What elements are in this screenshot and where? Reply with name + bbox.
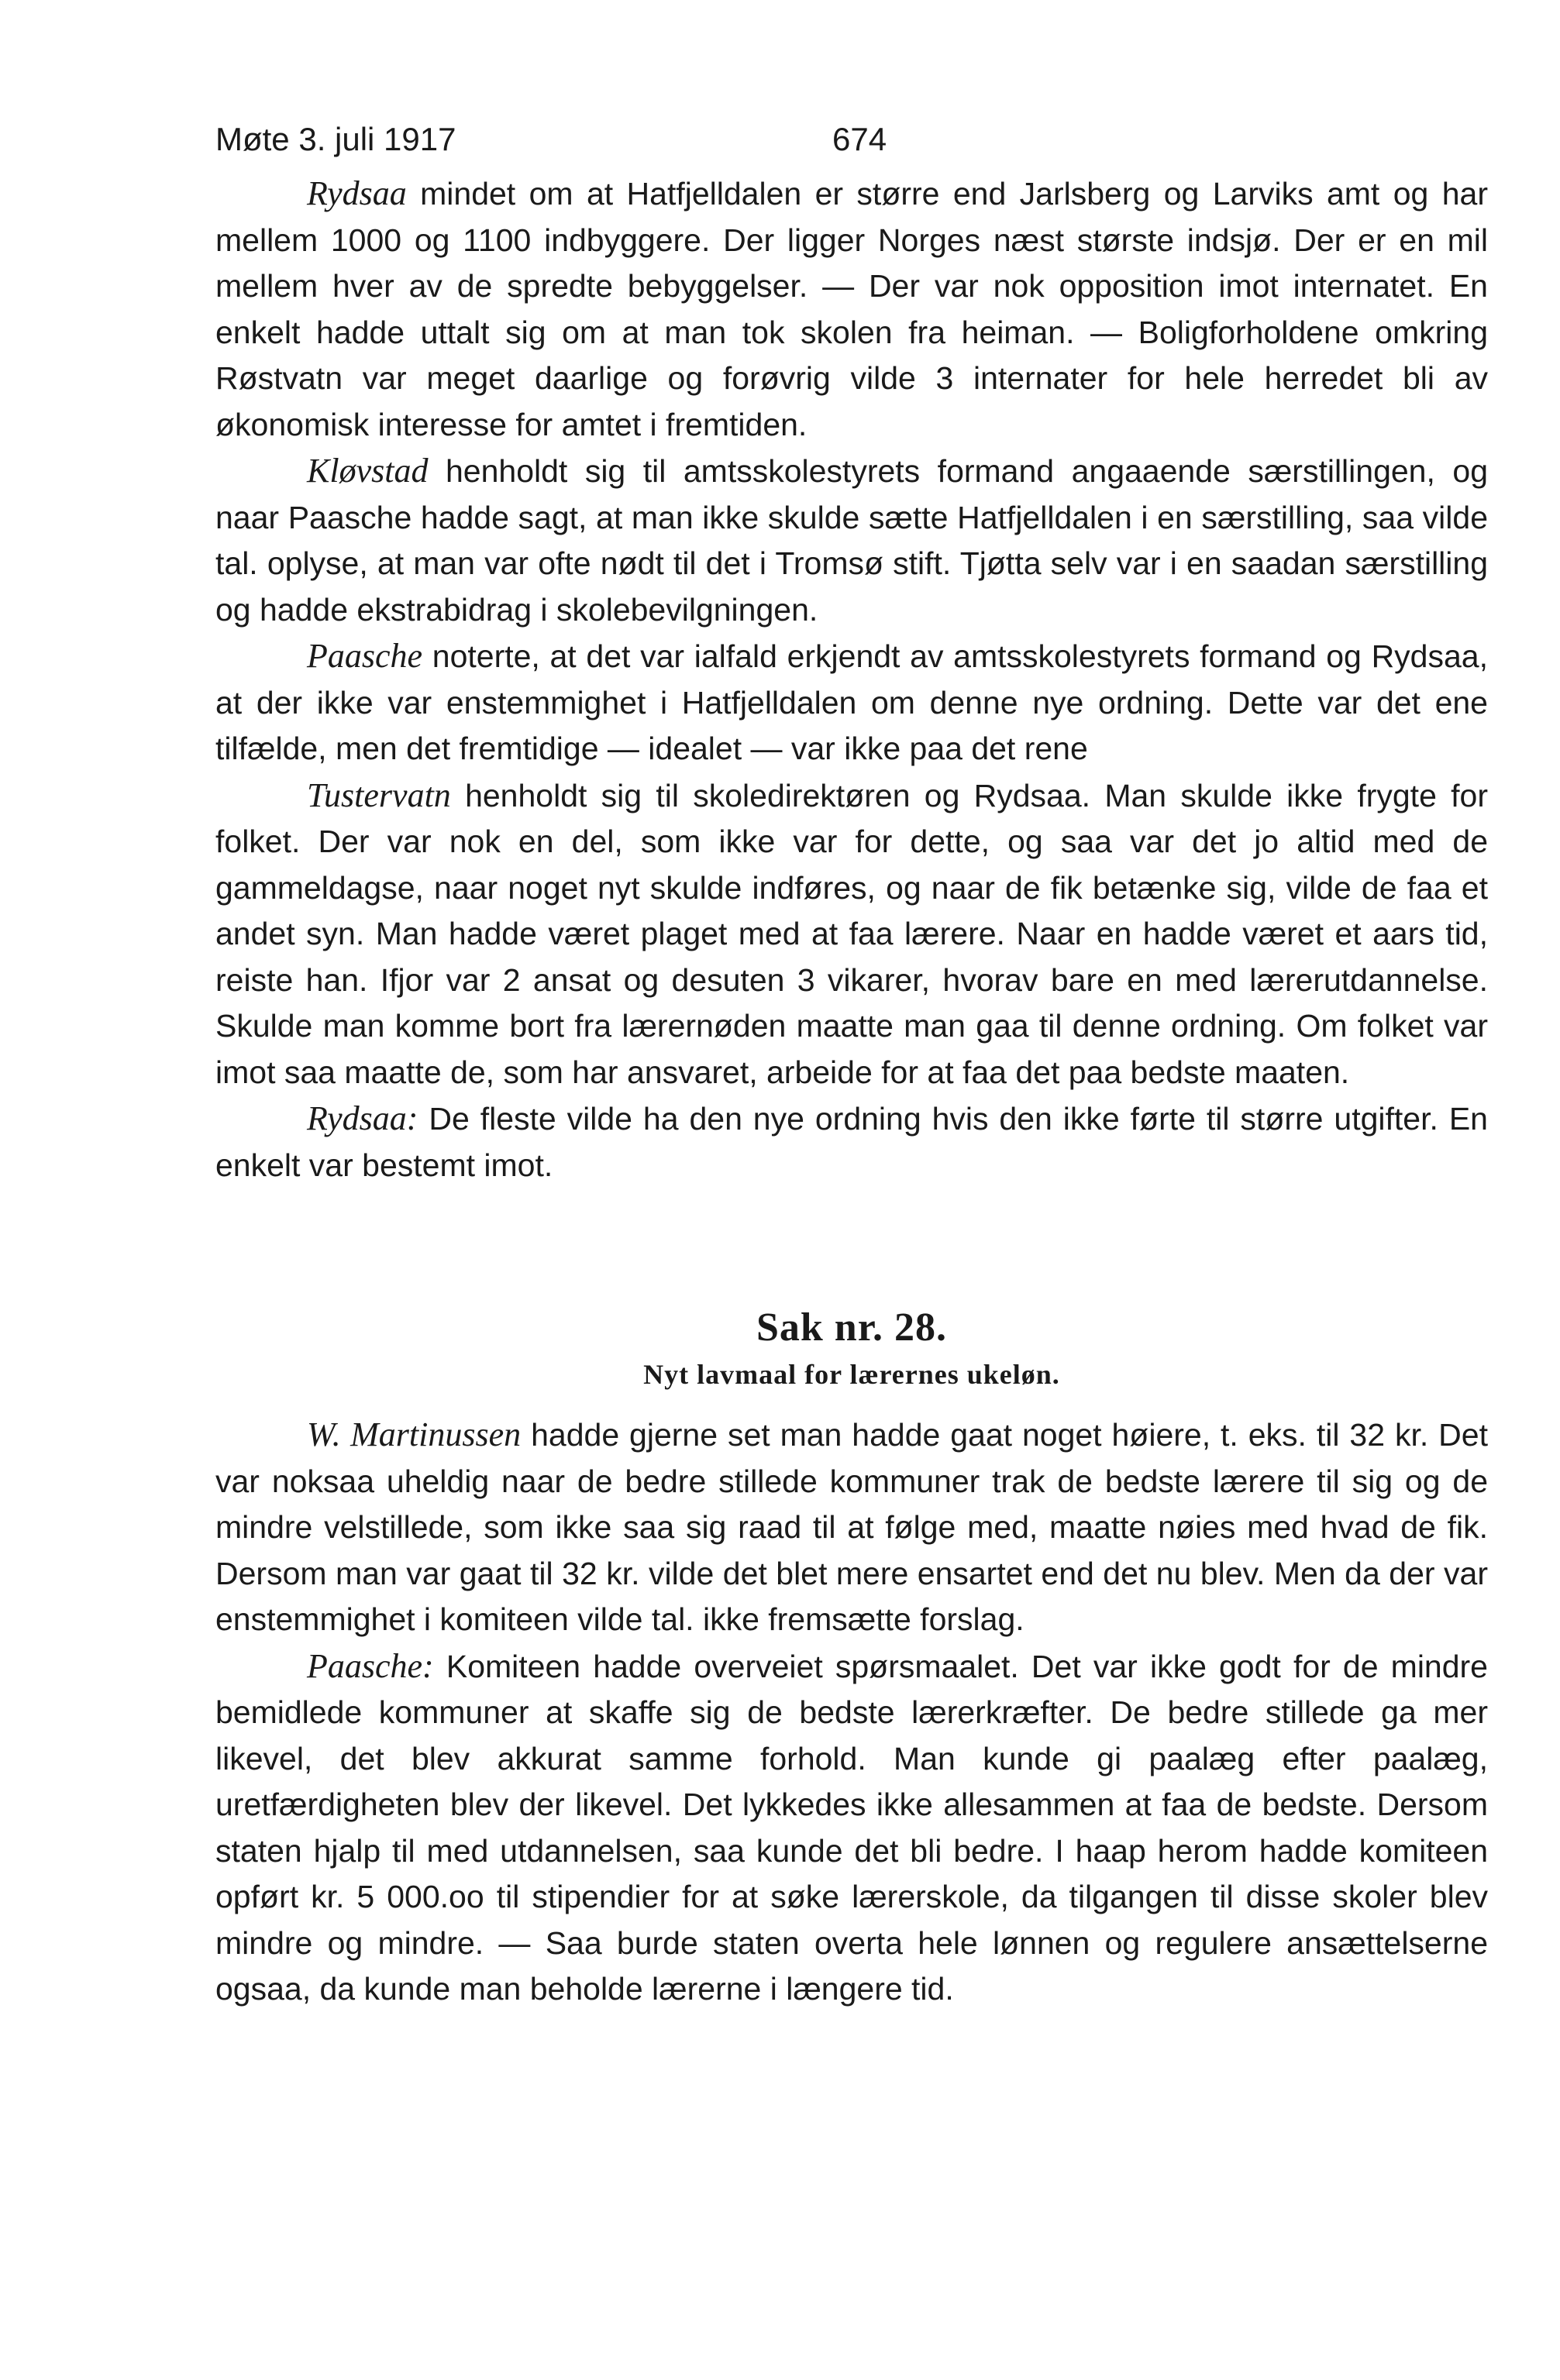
paragraph-text: noterte, at det var ialfald erkjendt av amtsskolestyrets formand og Rydsaa, at der ikke var enstemmighet i Hatfjelldalen om denne nye ordning. Dette var det ene tilfælde, men det fremtidige — idealet — var ikke paa det rene	[215, 638, 1488, 766]
paragraph-text: hadde gjerne set man hadde gaat noget høiere, t. eks. til 32 kr. Det var noksaa uheldig naar de bedre stillede kommuner trak de bedste lærere til sig og de mindre velstillede, som ikke saa sig raad til at følge med, maatte nøies med hvad de fik. Dersom man var gaat til 32 kr. vilde det blet mere ensartet end det nu blev. Men da der var enstemmighet i komiteen vilde tal. ikke fremsætte forslag.	[215, 1417, 1488, 1637]
speaker-name: Paasche:	[307, 1646, 434, 1685]
paragraph-text: De fleste vilde ha den nye ordning hvis den ikke førte til større utgifter. En enkelt var bestemt imot.	[215, 1101, 1488, 1183]
meeting-date: Møte 3. juli 1917	[215, 121, 456, 157]
section-heading	[215, 1303, 1488, 1395]
paragraph-text: mindet om at Hatfjelldalen er større end Jarlsberg og Larviks amt og har mellem 1000 og 1100 indbyggere. Der ligger Norges næst største indsjø. Der er en mil mellem hver av de spredte bebyggelser. — Der var nok opposition imot internatet. En enkelt hadde uttalt sig om at man tok skolen fra heiman. — Boligforholdene omkring Røstvatn var meget daarlige og forøvrig vilde 3 internater for hele herredet bli av økonomisk interesse for amtet i fremtiden.	[215, 176, 1488, 442]
document-body	[215, 170, 1488, 2013]
paragraph-text: henholdt sig til amtsskolestyrets formand angaaende særstillingen, og naar Paasche hadde sagt, at man ikke skulde sætte Hatfjelldalen i en særstilling, saa vilde tal. oplyse, at man var ofte nødt til det i Tromsø stift. Tjøtta selv var i en saadan særstilling og hadde ekstrabidrag i skolebevilgningen.	[215, 453, 1488, 628]
speaker-name: W. Martinussen	[307, 1415, 522, 1453]
speaker-name: Rydsaa:	[307, 1099, 418, 1137]
speaker-name: Tustervatn	[307, 776, 451, 814]
speaker-name: Paasche	[307, 637, 423, 675]
paragraph-rydsaa-1	[215, 170, 1488, 448]
page-header	[215, 108, 1488, 170]
paragraph-paasche-2	[215, 1643, 1488, 2013]
paragraph-klovstad	[215, 448, 1488, 633]
paragraph-martinussen	[215, 1412, 1488, 1643]
sak-number: Sak nr. 28.	[756, 1305, 948, 1350]
paragraph-paasche-1	[215, 633, 1488, 772]
document-page	[215, 108, 1488, 2013]
paragraph-tustervatn	[215, 772, 1488, 1096]
speaker-name: Kløvstad	[307, 452, 429, 490]
page-number: 674	[832, 121, 887, 157]
paragraph-rydsaa-2	[215, 1095, 1488, 1188]
paragraph-text: Komiteen hadde overveiet spørsmaalet. Det var ikke godt for de mindre bemidlede kommuner at skaffe sig de bedste lærerkræfter. De bedre stillede ga mer likevel, det blev akkurat samme forhold. Man kunde gi paalæg efter paalæg, uretfærdigheten blev der likevel. Det lykkedes ikke allesammen at faa de bedste. Dersom staten hjalp til med utdannelsen, saa kunde det bli bedre. I haap herom hadde komiteen opført kr. 5 000.oo til stipendier for at søke lærerskole, da tilgangen til disse skoler blev mindre og mindre. — Saa burde staten overta hele lønnen og regulere ansættelserne ogsaa, da kunde man beholde lærerne i længere tid.	[215, 1648, 1488, 2007]
sak-title: Nyt lavmaal for lærernes ukeløn.	[643, 1359, 1060, 1390]
paragraph-text: henholdt sig til skoledirektøren og Rydsaa. Man skulde ikke frygte for folket. Der var nok en del, som ikke var for dette, og saa var det jo altid med de gammeldagse, naar noget nyt skulde indføres, og naar de fik betænke sig, vilde de faa et andet syn. Man hadde været plaget med at faa lærere. Naar en hadde været et aars tid, reiste han. Ifjor var 2 ansat og desuten 3 vikarer, hvorav bare en med lærerutdannelse. Skulde man komme bort fra lærernøden maatte man gaa til denne ordning. Om folket var imot saa maatte de, som har ansvaret, arbeide for at faa det paa bedste maaten.	[215, 777, 1488, 1090]
speaker-name: Rydsaa	[307, 174, 407, 212]
